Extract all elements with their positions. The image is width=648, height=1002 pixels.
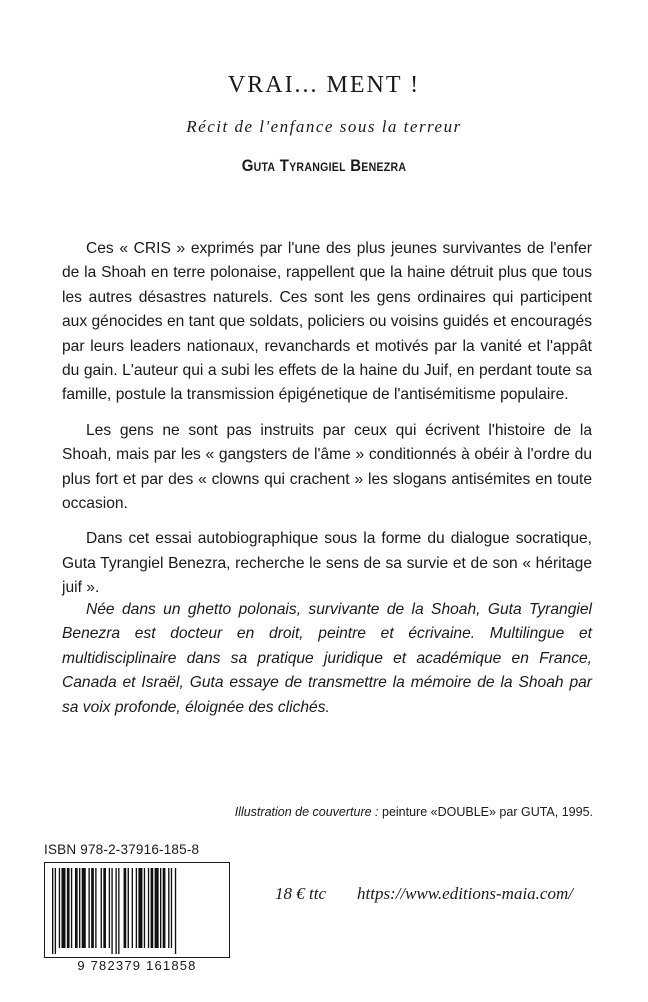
barcode-bar: [67, 868, 70, 948]
barcode-bar: [79, 868, 80, 948]
barcode: [44, 862, 230, 958]
barcode-bar: [168, 868, 169, 948]
barcode-bar: [59, 868, 60, 948]
barcode-bar: [128, 868, 129, 948]
barcode-bar: [82, 868, 86, 948]
barcode-bar: [171, 868, 172, 948]
barcode-bar: [115, 868, 116, 954]
barcode-bar: [144, 868, 145, 948]
book-subtitle: Récit de l'enfance sous la terreur: [186, 117, 462, 136]
barcode-bar: [138, 868, 142, 948]
publisher-url[interactable]: https://www.editions-maia.com/: [357, 884, 573, 903]
barcode-bar: [132, 868, 133, 948]
barcode-bar: [160, 868, 161, 948]
barcode-bar: [155, 868, 159, 948]
summary-paragraph-1: Ces « CRIS » exprimés par l'une des plus jeunes survivantes de l'enfer de la Shoah en terre polonaise, rappellent que la haine détruit plus que tous les autres désastres naturels. Ces sont les gens ordinaires qui participent aux génocides en tant que soldats, policiers ou voisins guidés et encouragés par leurs leaders nationaux, revanchards et motivés par la vanité et l'appât du gain. L'auteur qui a subi les effets de la haine du Juif, en perdant toute sa famille, postule la transmission épigénetique de l'antisémitisme populaire.: [62, 240, 592, 404]
barcode-bar: [88, 868, 89, 948]
barcode-bar: [163, 868, 166, 948]
barcode-digits: 9 782379 161858: [77, 958, 197, 973]
barcode-bar: [91, 868, 94, 948]
barcode-bar: [151, 868, 154, 948]
cover-credit: [235, 805, 593, 819]
barcode-bar: [101, 868, 102, 948]
author-bio-text: Née dans un ghetto polonais, survivante de la Shoah, Guta Tyrangiel Benezra est docteur en droit, peintre et écrivaine. Multilingue et multidisciplinaire dans sa pratique juridique et académique en France, Canada et Israël, Guta essaye de transmettre la mémoire de la Shoah par sa voix profonde, éloignée des clichés.: [62, 601, 592, 716]
cover-credit-text: peinture «DOUBLE» par GUTA, 1995.: [378, 805, 593, 819]
author-name: Guta Tyrangiel Benezra: [241, 156, 407, 175]
barcode-bar: [71, 868, 72, 948]
isbn: ISBN 978-2-37916-185-8: [44, 842, 200, 857]
barcode-bar: [52, 868, 53, 954]
cover-credit-label: Illustration de couverture :: [234, 805, 379, 819]
barcode-bar: [111, 868, 112, 954]
price: 18 € ttc: [275, 884, 326, 903]
barcode-bar: [175, 868, 176, 954]
barcode-bar: [124, 868, 127, 948]
barcode-bar: [95, 868, 96, 948]
summary-paragraph-2: Les gens ne sont pas instruits par ceux qui écrivent l'histoire de la Shoah, mais par les « gangsters de l'âme » conditionnés à obéir à l'ordre du plus fort et par des « clowns qui crachent » les slogans antisémites en toute occasion.: [62, 421, 592, 513]
barcode-bar: [75, 868, 78, 948]
barcode-icon: [44, 862, 230, 958]
barcode-bar: [148, 868, 149, 948]
author-bio: [62, 598, 592, 720]
barcode-bar: [136, 868, 137, 948]
barcode-bar: [55, 868, 56, 954]
summary-paragraph-3: Dans cet essai autobiographique sous la forme du dialogue socratique, Guta Tyrangiel Benezra, recherche le sens de sa survie et de son « héritage juif ».: [62, 530, 592, 597]
barcode-bar: [103, 868, 106, 948]
book-title: VRAI... MENT !: [227, 72, 421, 98]
barcode-bar: [61, 868, 65, 948]
barcode-bar: [109, 868, 110, 948]
summary-text: [62, 237, 592, 612]
barcode-bar: [118, 868, 119, 954]
